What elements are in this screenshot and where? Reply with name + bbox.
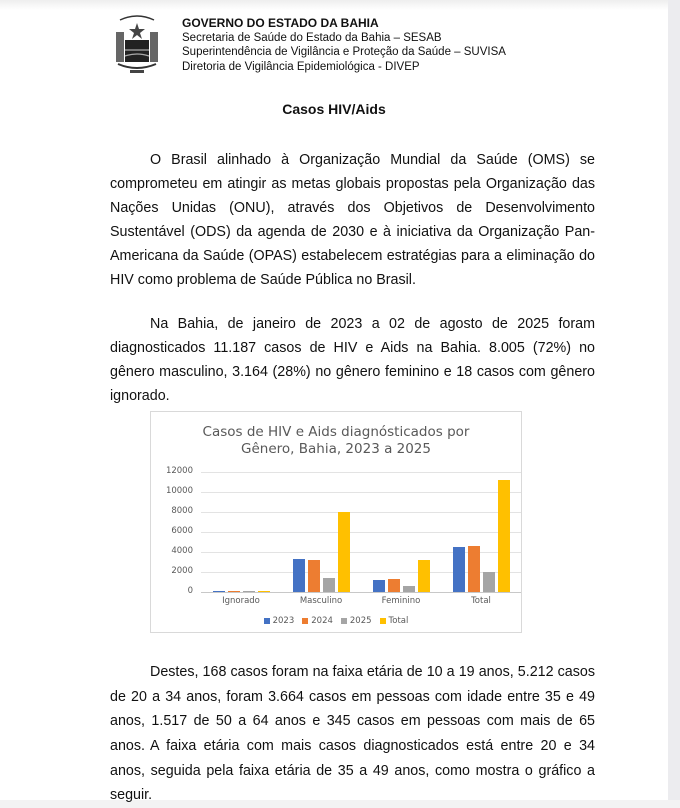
bar-group-total: [441, 472, 521, 592]
bar-2023: [293, 559, 305, 592]
bar-2023: [373, 580, 385, 593]
legend-swatch-icon: [341, 618, 347, 624]
bar-2023: [213, 591, 225, 592]
legend-label: 2025: [349, 616, 372, 626]
legend-label: 2023: [272, 616, 295, 626]
paragraph-age-groups: Destes, 168 casos foram na faixa etária de 10 a 19 anos, 5.212 casos de 20 a 34 anos, foram 3.664 casos em pessoas com idade entre 35 e 49 anos, 1.517 de 50 a 64 anos e 345 casos em pessoas com mais de 65 anos.: [110, 664, 595, 754]
bar-2024: [228, 591, 240, 592]
bar-2024: [388, 579, 400, 592]
bar-total: [338, 512, 350, 592]
y-tick-label: 12000: [165, 466, 193, 476]
legend-label: 2024: [311, 616, 333, 626]
legend-item: [380, 616, 409, 626]
chart-legend: [151, 616, 521, 626]
gender-bar-chart: [150, 411, 522, 633]
y-tick-label: 0: [187, 586, 193, 596]
legend-label: Total: [388, 616, 409, 626]
x-tick-label: Masculino: [299, 596, 343, 606]
paragraph-age-summary: A faixa etária com mais casos diagnosticados está entre 20 e 34 anos, seguida pela faixa etária de 35 a 49 anos, como mostra o gráfico a seguir.: [110, 738, 595, 803]
bar-2024: [468, 546, 480, 592]
chart-title: Casos de HIV e Aids diagnósticados por Gênero, Bahia, 2023 a 2025: [202, 424, 470, 457]
bar-group-feminino: [361, 472, 441, 592]
bar-total: [258, 591, 270, 592]
secretariat-name: Secretaria de Saúde do Estado da Bahia – SESAB: [182, 31, 442, 44]
directorate-name: Diretoria de Vigilância Epidemiológica - DIVEP: [182, 60, 420, 73]
bar-2025: [483, 572, 495, 593]
bar-2025: [243, 591, 255, 592]
gridline: [201, 592, 521, 593]
bar-total: [418, 560, 430, 592]
paragraph-intro: O Brasil alinhado à Organização Mundial da Saúde (OMS) se comprometeu em atingir as metas globais propostas pela Organização das Nações Unidas (ONU), através dos Objetivos de Desenvolvimento Sustentável (ODS) da agenda de 2030 e à iniciativa da Organização Pan-Americana da Saúde (OPAS) estabelecem estratégias para a eliminação do HIV como problema de Saúde Pública no Brasil.: [110, 152, 595, 288]
chart-plot-area: [165, 466, 521, 606]
legend-item: [341, 616, 372, 626]
page-title: Casos HIV/Aids: [282, 101, 386, 117]
y-tick-label: 4000: [171, 546, 193, 556]
legend-item: [302, 616, 333, 626]
y-tick-label: 10000: [165, 486, 193, 496]
y-tick-label: 2000: [171, 566, 193, 576]
bar-2025: [403, 586, 415, 592]
page-edge: [668, 0, 680, 800]
legend-swatch-icon: [380, 618, 386, 624]
x-tick-label: Total: [471, 596, 491, 606]
government-name: GOVERNO DO ESTADO DA BAHIA: [182, 16, 379, 30]
bar-2024: [308, 560, 320, 593]
legend-swatch-icon: [302, 618, 308, 624]
bar-2023: [453, 547, 465, 593]
x-tick-label: Feminino: [381, 596, 421, 606]
paragraph-totals: Na Bahia, de janeiro de 2023 a 02 de agosto de 2025 foram diagnosticados 11.187 casos de HIV e Aids na Bahia. 8.005 (72%) no gênero masculino, 3.164 (28%) no gênero feminino e 18 casos com gênero ignorado.: [110, 316, 595, 404]
y-tick-label: 6000: [171, 526, 193, 536]
letterhead-text: [182, 16, 506, 74]
bar-2025: [323, 578, 335, 593]
top-shadow: [0, 0, 668, 10]
letterhead: [110, 12, 590, 80]
legend-item: [264, 616, 295, 626]
bar-total: [498, 480, 510, 592]
y-tick-label: 8000: [171, 506, 193, 516]
legend-swatch-icon: [264, 618, 270, 624]
superintendency-name: Superintendência de Vigilância e Proteção da Saúde – SUVISA: [182, 46, 506, 58]
bar-group-masculino: [281, 472, 361, 592]
coat-of-arms-icon: [110, 14, 164, 78]
bar-group-ignorado: [201, 472, 281, 592]
x-tick-label: Ignorado: [222, 596, 260, 606]
